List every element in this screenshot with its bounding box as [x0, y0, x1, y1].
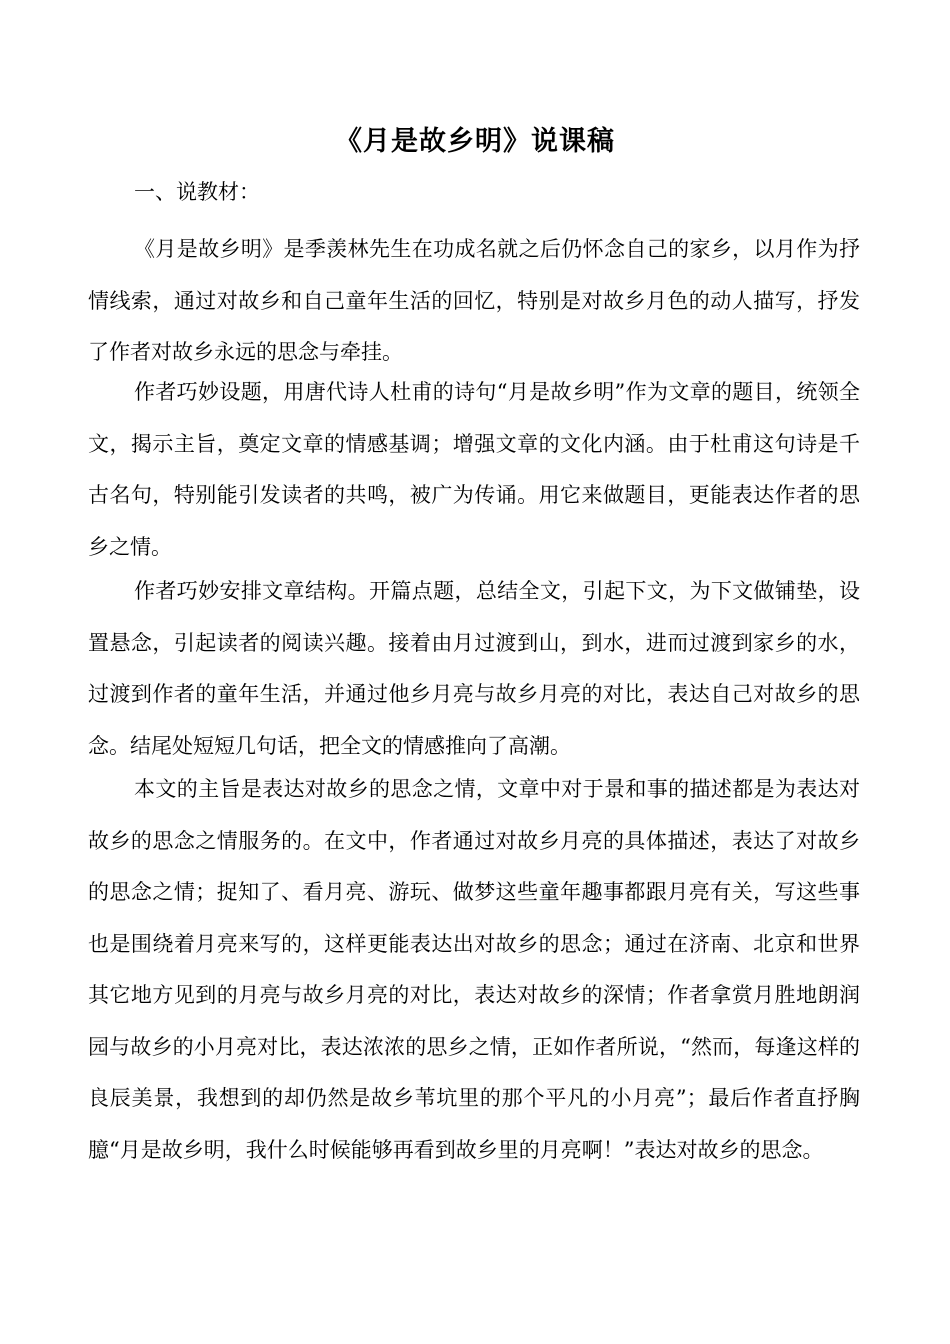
paragraph-4: 本文的主旨是表达对故乡的思念之情，文章中对于景和事的描述都是为表达对故乡的思念之情服务的。在文中，作者通过对故乡月亮的具体描述，表达了对故乡的思念之情；捉知了、看月亮、游玩、做梦这些童年趣事都跟月亮有关，写这些事也是围绕着月亮来写的，这样更能表达出对故乡的思念；通过在济南、北京和世界其它地方见到的月亮与故乡月亮的对比，表达对故乡的深情；作者拿赏月胜地朗润园与故乡的小月亮对比，表达浓浓的思乡之情，正如作者所说，“然而，每逢这样的良辰美景，我想到的却仍然是故乡苇坑里的那个平凡的小月亮”；最后作者直抒胸臆“月是故乡明，我什么时候能够再看到故乡里的月亮啊！”表达对故乡的思念。 [88, 777, 860, 1162]
paragraph-2: 作者巧妙设题，用唐代诗人杜甫的诗句“月是故乡明”作为文章的题目，统领全文，揭示主旨，奠定文章的情感基调；增强文章的文化内涵。由于杜甫这句诗是千古名句，特别能引发读者的共鸣，被广为传诵。用它来做题目，更能表达作者的思乡之情。 [88, 380, 860, 559]
document-title: 《月是故乡明》说课稿 [335, 126, 615, 157]
section-heading: 一、说教材： [134, 180, 260, 204]
paragraph-3: 作者巧妙安排文章结构。开篇点题，总结全文，引起下文，为下文做铺垫，设置悬念，引起读者的阅读兴趣。接着由月过渡到山，到水，进而过渡到家乡的水，过渡到作者的童年生活，并通过他乡月亮与故乡月亮的对比，表达自己对故乡的思念。结尾处短短几句话，把全文的情感推向了高潮。 [88, 579, 860, 758]
paragraph-1: 《月是故乡明》是季羡林先生在功成名就之后仍怀念自己的家乡，以月作为抒情线索，通过对故乡和自己童年生活的回忆，特别是对故乡月色的动人描写，抒发了作者对故乡永远的思念与牵挂。 [88, 237, 860, 364]
